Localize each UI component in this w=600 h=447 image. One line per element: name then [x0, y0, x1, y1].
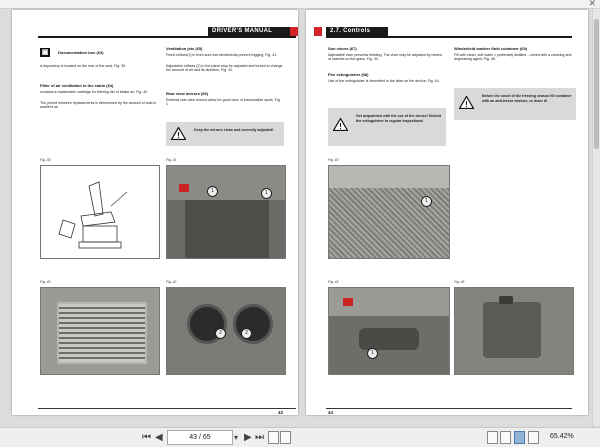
vent-nozzle [233, 304, 273, 344]
vent-text-2: Adjustable orifices (2) in the panel may be adjusted and turned to change the amount of air and its direction, Fig. 42. [166, 64, 283, 73]
vent-text-1: Fixed orifices(1) in front and rear windshields prevent fogging, Fig. 41. [166, 53, 278, 57]
doc-box-text: A depository is located on the rear of the seat, Fig. 39. [40, 64, 127, 68]
extinguisher-warning-text: Get acquainted with the use of the device! Submit the extinguisher to regular inspections! [356, 114, 442, 123]
documentation-box-icon: ▣ [41, 49, 49, 56]
zoom-level[interactable]: 65.42% [550, 433, 574, 440]
page-44 [306, 10, 588, 415]
header-marker [314, 27, 322, 36]
close-icon[interactable]: ✕ [588, 0, 596, 8]
fig-label: Fig. 44 [328, 280, 339, 284]
warning-icon [459, 96, 474, 109]
footer-rule [326, 408, 572, 409]
fig-label: Fig. 40 [40, 280, 51, 284]
fig-label: Fig. 43 [328, 158, 339, 162]
extinguisher-shape [359, 328, 419, 350]
first-aid-icon [343, 298, 353, 306]
next-page-button[interactable]: ▶ [244, 432, 252, 443]
filter-title: Filter of air ventilation in the cabin (64) [40, 83, 114, 88]
doc-box-title: Documentation box (63) [58, 50, 104, 55]
header-rule [326, 36, 572, 38]
filter-text-2: The period between replacements is determined by the amount of dust in ambient air. [40, 101, 157, 110]
copy-icon[interactable] [268, 431, 279, 444]
fig-label: Fig. 45 [454, 280, 465, 284]
vertical-scrollbar[interactable] [592, 9, 600, 426]
first-aid-icon [179, 184, 189, 192]
visor-band [329, 166, 449, 188]
container-shape [483, 302, 541, 358]
fig-label: Fig. 41 [166, 158, 177, 162]
callout-2: 2 [241, 328, 252, 339]
status-bar [0, 427, 600, 447]
washer-warning-text: Before the onset of the freezing season fill container with an anti-freeze mixture, or drain it! [482, 94, 572, 103]
washer-warning [454, 88, 576, 120]
seat-figure [40, 165, 160, 259]
callout-1: 1 [421, 196, 432, 207]
cabin-roof-photo [166, 165, 286, 259]
page-number: 43 [278, 410, 284, 415]
fit-page-icon[interactable] [487, 431, 498, 444]
washer-text: Fill with clean, soft water = preferably distilled – mixed with a cleaning and degreasing agent, Fig. 45. [454, 53, 572, 62]
visor-title: Sun visors (67) [328, 46, 357, 51]
title-strip [0, 0, 600, 9]
footer-rule [38, 408, 296, 409]
svg-text:!: ! [465, 100, 468, 109]
fig-label: Fig. 42 [166, 280, 177, 284]
first-page-button[interactable]: ⏮ [142, 432, 151, 443]
header-rule [38, 36, 296, 38]
mirror-title: Rear view mirrors (66) [166, 91, 209, 96]
callout-1: 1 [207, 186, 218, 197]
callout-1: 1 [261, 188, 272, 199]
warning-icon [333, 118, 348, 131]
two-page-view-icon[interactable] [514, 431, 525, 444]
seat-drawing [41, 166, 159, 258]
single-page-view-icon[interactable] [280, 431, 291, 444]
single-page-view-icon[interactable] [500, 431, 511, 444]
last-page-button[interactable]: ⏭ [255, 432, 264, 443]
air-filter-grille-photo [40, 287, 160, 375]
vent-nozzles-photo [166, 287, 286, 375]
mirror-warning-text: Keep the mirrors clean and correctly adjusted! [194, 128, 274, 132]
sun-visor-photo [328, 165, 450, 259]
vent-title: Ventilation jets (65) [166, 46, 203, 51]
washer-title: Windshield washer fluid container (69) [454, 46, 528, 51]
mirror-warning [166, 122, 284, 146]
page-43 [12, 10, 298, 415]
page-header: DRIVER'S MANUAL [208, 27, 296, 36]
page-number-field[interactable] [167, 430, 233, 445]
page-number-value: 43 / 65 [189, 434, 211, 441]
fire-extinguisher-photo [328, 287, 450, 375]
extinguisher-title: Fire extinguisher (68) [328, 72, 369, 77]
scroll-thumb[interactable] [594, 19, 599, 149]
page-number: 44 [328, 410, 334, 415]
warning-icon [171, 127, 186, 140]
mirror-text: External rear-view mirrors allow for good view of inaccessible spots, Fig. 1. [166, 98, 281, 107]
svg-text:!: ! [177, 131, 180, 140]
extinguisher-warning [328, 108, 446, 146]
callout-2: 2 [215, 328, 226, 339]
page-header: 2.7. Controls [326, 27, 388, 36]
container-cap [499, 296, 513, 304]
callout-1: 1 [367, 348, 378, 359]
continuous-view-icon[interactable] [528, 431, 539, 444]
visor-text: Adjustable visor prevents blinding. The visor may be adjusted by means of catches on the glass, Fig. 43. [328, 53, 443, 62]
previous-page-button[interactable]: ◀ [155, 432, 163, 443]
svg-text:!: ! [339, 122, 342, 131]
page-dropdown-button[interactable]: ▾ [234, 433, 239, 442]
extinguisher-text: Use of the extinguisher is described in the label on the device, Fig. 44. [328, 79, 440, 83]
header-marker [290, 27, 298, 36]
grille [57, 302, 147, 364]
photo-band [185, 200, 269, 258]
fig-label: Fig. 39 [40, 158, 51, 162]
washer-container-photo [454, 287, 574, 375]
filter-text-1: contains a replaceable cartridge for filtering dirt of intake air, Fig. 40. [40, 90, 149, 94]
